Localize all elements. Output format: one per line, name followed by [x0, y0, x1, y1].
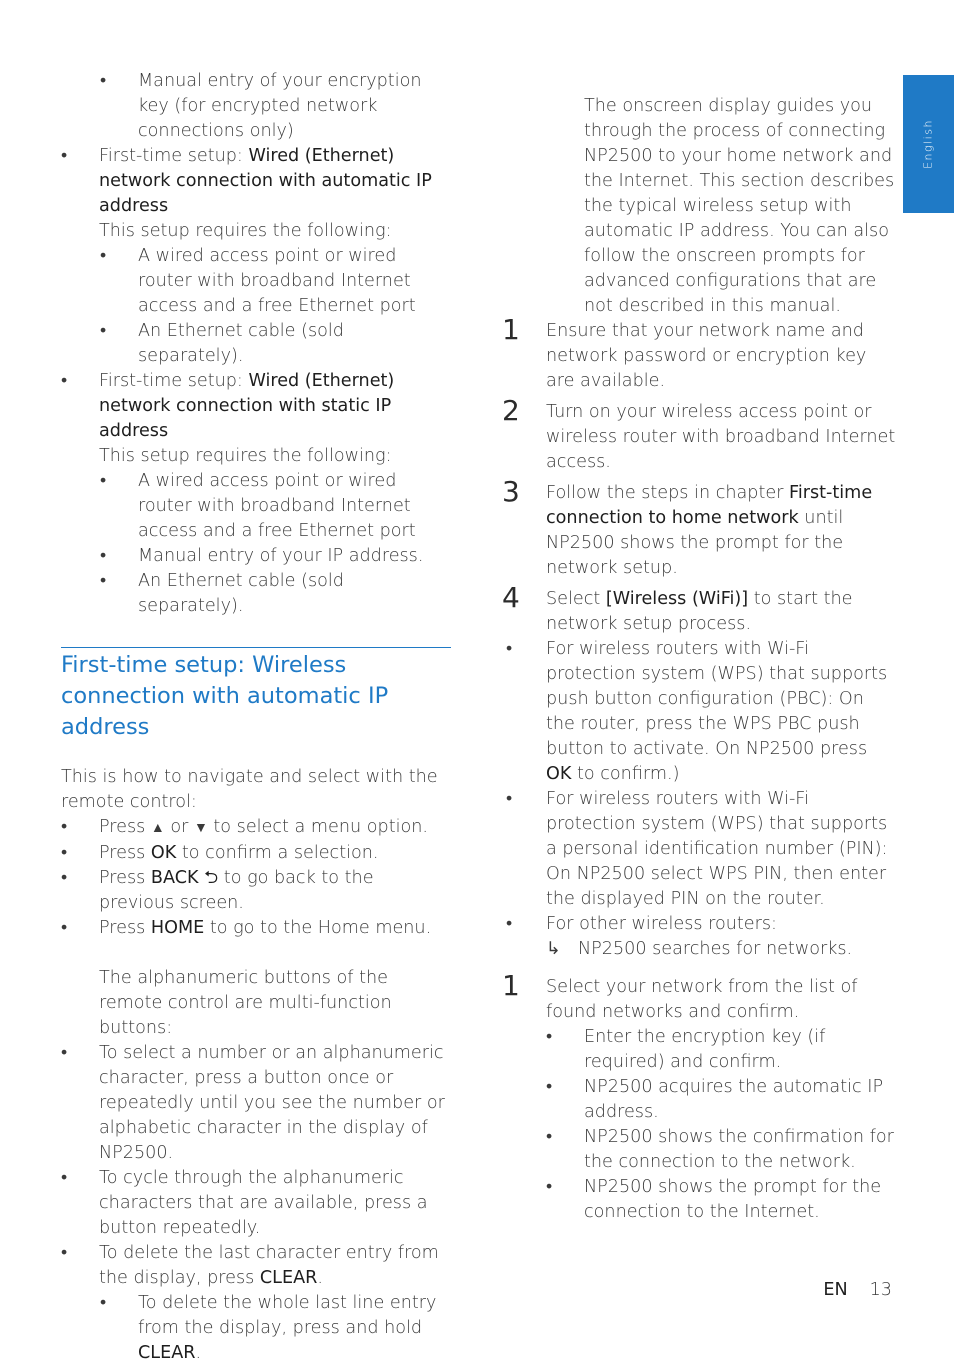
paragraph: This is how to navigate and select with the remote control:: [61, 767, 438, 812]
bullet: •: [61, 817, 68, 837]
result-item: ↳ NP2500 searches for networks.: [502, 937, 897, 962]
page-number: 13: [869, 1280, 892, 1300]
list-item: • To delete the last character entry from the display, press CLEAR.: [61, 1243, 439, 1288]
bullet: •: [61, 843, 68, 863]
paragraph: This setup requires the following:: [99, 221, 392, 241]
language-tab-label: English: [921, 119, 935, 169]
paragraph: The alphanumeric buttons of the remote control are multi-function buttons:: [99, 968, 392, 1038]
bullet: •: [61, 146, 68, 166]
down-arrow-icon: ▼: [193, 820, 208, 836]
list-item: • A wired access point or wired router with broadband Internet access and a free Ethernet port: [100, 246, 416, 316]
bullet: •: [506, 914, 513, 934]
right-column: [502, 94, 897, 1225]
bullet: •: [61, 918, 68, 938]
list-item: • NP2500 shows the confirmation for the connection to the network.: [546, 1127, 894, 1172]
bullet: •: [61, 1043, 68, 1063]
step-item: 4 Select [Wireless (WiFi)] to start the network setup process.: [502, 581, 853, 634]
bullet: •: [546, 1127, 553, 1147]
paragraph: The onscreen display guides you through the process of connecting NP2500 to your home network and the Internet. This section describes the typical wireless setup with automatic IP address. You can also follow the onscreen prompts for advanced configurations that are not described in this manual.: [584, 96, 895, 316]
up-arrow-icon: ▲: [150, 820, 165, 836]
list-item: • For wireless routers with Wi-Fi protection system (WPS) that supports push button configuration (PBC): On the router, press the WPS PBC push button to activate. On NP2500 press OK to confirm.): [506, 639, 888, 784]
list-item: • To cycle through the alphanumeric characters that are available, press a button repeatedly.: [61, 1168, 428, 1238]
bullet: •: [100, 1293, 107, 1313]
result-arrow-icon: ↳: [546, 939, 561, 959]
bullet: •: [61, 868, 68, 888]
list-item: • Manual entry of your IP address.: [61, 544, 451, 569]
paragraph: This setup requires the following:: [99, 446, 392, 466]
step-item: 1 Ensure that your network name and network password or encryption key are available.: [502, 313, 867, 391]
list-item: • Press HOME to go to the Home menu.: [61, 916, 451, 941]
bullet: •: [61, 1168, 68, 1188]
back-icon: ⮌: [204, 868, 219, 888]
list-item: • An Ethernet cable (sold separately).: [100, 571, 344, 616]
step-item: 1 Select your network from the list of found networks and confirm.: [502, 969, 858, 1022]
bullet: •: [546, 1077, 553, 1097]
step-number: 4: [502, 581, 520, 614]
bullet: •: [100, 321, 107, 341]
list-item: • For wireless routers with Wi-Fi protection system (WPS) that supports a personal identification number (PIN): On NP2500 select WPS PIN, then enter the displayed PIN on the router.: [506, 789, 888, 909]
bullet: •: [506, 789, 513, 809]
section-heading: First-time setup: Wireless connection with automatic IP address: [61, 647, 451, 743]
bullet: •: [61, 371, 68, 391]
left-column: [61, 69, 451, 1366]
list-item: • To delete the whole last line entry from the display, press and hold CLEAR.: [100, 1293, 437, 1363]
bullet: •: [506, 639, 513, 659]
list-item: • First-time setup: Wired (Ethernet) network connection with static IP address: [61, 371, 395, 441]
list-item: • A wired access point or wired router with broadband Internet access and a free Ethernet port: [100, 471, 416, 541]
list-item: • Manual entry of your encryption key (for encrypted network connections only): [100, 71, 422, 141]
list-item: • First-time setup: Wired (Ethernet) network connection with automatic IP address: [61, 146, 432, 216]
bullet: •: [100, 71, 107, 91]
step-item: 2 Turn on your wireless access point or wireless router with broadband Internet access.: [502, 394, 896, 472]
step-number: 2: [502, 394, 520, 427]
list-item: • Enter the encryption key (if required) and confirm.: [546, 1027, 826, 1072]
list-item: • An Ethernet cable (sold separately).: [100, 321, 344, 366]
bullet: •: [100, 471, 107, 491]
page-footer: [823, 1278, 892, 1303]
bullet: •: [100, 246, 107, 266]
step-number: 1: [502, 969, 520, 1002]
list-item: • For other wireless routers:: [502, 912, 897, 937]
bullet: •: [546, 1177, 553, 1197]
list-item: • Press OK to confirm a selection.: [61, 841, 451, 866]
bullet: •: [61, 1243, 68, 1263]
step-item: 3 Follow the steps in chapter First-time connection to home network until NP2500 shows the prompt for the network setup.: [502, 475, 873, 578]
bullet: •: [100, 571, 107, 591]
list-item: • Press BACK ⮌ to go back to the previous screen.: [61, 868, 374, 913]
footer-language: EN: [823, 1280, 848, 1300]
list-item: • NP2500 shows the prompt for the connection to the Internet.: [546, 1177, 882, 1222]
language-side-tab: [903, 75, 954, 213]
bullet: •: [546, 1027, 553, 1047]
list-item: • NP2500 acquires the automatic IP address.: [546, 1077, 884, 1122]
bullet: •: [100, 546, 107, 566]
list-item: • Press ▲ or ▼ to select a menu option.: [61, 815, 451, 841]
step-number: 1: [502, 313, 520, 346]
list-item: • To select a number or an alphanumeric character, press a button once or repeatedly until you see the number or alphabetic character in the display of NP2500.: [61, 1043, 445, 1163]
step-number: 3: [502, 475, 520, 508]
